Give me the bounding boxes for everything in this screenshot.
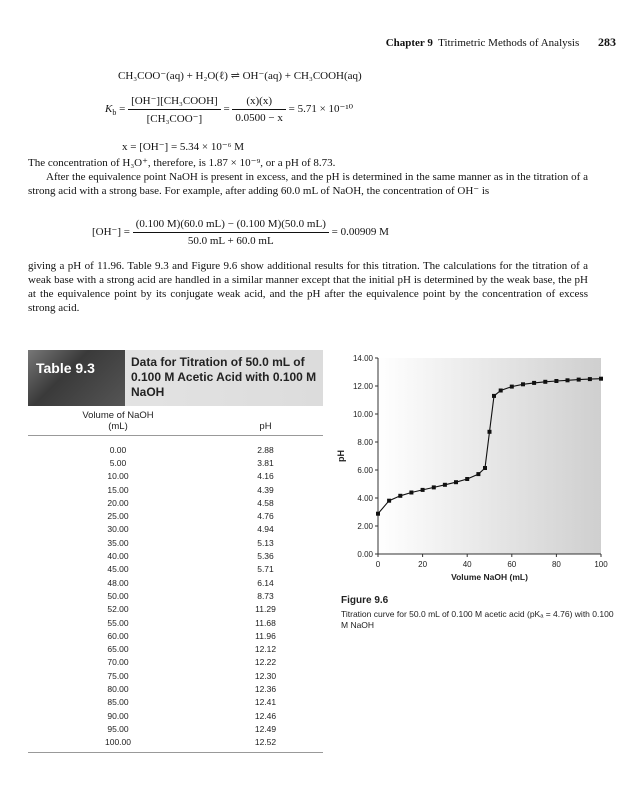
volume-cell: 48.00 bbox=[107, 577, 129, 588]
ph-cell: 8.73 bbox=[257, 590, 274, 601]
ph-cell: 4.39 bbox=[257, 484, 274, 495]
data-point bbox=[476, 472, 480, 476]
ph-cell: 5.36 bbox=[257, 551, 274, 562]
ph-cell: 2.88 bbox=[257, 444, 274, 455]
table-column-headers bbox=[28, 410, 323, 436]
volume-cell: 25.00 bbox=[107, 511, 129, 522]
volume-cell: 95.00 bbox=[107, 723, 129, 734]
volume-cell: 80.00 bbox=[107, 683, 129, 694]
volume-cell: 15.00 bbox=[107, 484, 129, 495]
kb-denominator-2: 0.0500 − x bbox=[235, 112, 283, 124]
y-tick-label: 2.00 bbox=[357, 522, 373, 531]
data-point bbox=[577, 378, 581, 382]
data-point bbox=[599, 377, 603, 381]
y-tick-label: 6.00 bbox=[357, 466, 373, 475]
data-point bbox=[499, 389, 503, 393]
table-row bbox=[28, 736, 323, 749]
x-tick-label: 0 bbox=[375, 560, 381, 569]
x-tick-label: 60 bbox=[507, 560, 517, 569]
data-point bbox=[483, 466, 487, 470]
table-tag: Table 9.3 bbox=[28, 350, 125, 406]
table-row bbox=[28, 509, 323, 522]
data-point bbox=[521, 382, 525, 386]
kb-equals-2: = bbox=[223, 103, 230, 116]
oh-numerator: (0.100 M)(60.0 mL) − (0.100 M)(50.0 mL) bbox=[133, 218, 329, 233]
table-bottom-rule bbox=[28, 752, 323, 753]
data-point bbox=[554, 379, 558, 383]
data-point bbox=[398, 494, 402, 498]
oh-denominator: 50.0 mL + 60.0 mL bbox=[187, 235, 274, 247]
ph-cell: 4.76 bbox=[257, 511, 274, 522]
volume-cell: 0.00 bbox=[109, 444, 127, 455]
volume-cell: 30.00 bbox=[107, 524, 129, 535]
table-row bbox=[28, 589, 323, 602]
data-point bbox=[443, 483, 447, 487]
ph-cell: 5.71 bbox=[257, 564, 274, 575]
table-title: Data for Titration of 50.0 mL of 0.100 M Acetic Acid with 0.100 M NaOH bbox=[131, 355, 317, 399]
ph-cell: 12.12 bbox=[254, 644, 277, 655]
y-tick-label: 4.00 bbox=[357, 494, 373, 503]
table-row bbox=[28, 470, 323, 483]
volume-cell: 10.00 bbox=[107, 471, 129, 482]
data-point bbox=[421, 488, 425, 492]
titration-chart bbox=[330, 350, 620, 590]
table-row bbox=[28, 696, 323, 709]
table-row bbox=[28, 603, 323, 616]
volume-cell: 40.00 bbox=[107, 551, 129, 562]
chapter-label: Chapter 9 bbox=[385, 37, 433, 49]
table-row bbox=[28, 443, 323, 456]
volume-cell: 85.00 bbox=[107, 697, 129, 708]
body-text-1 bbox=[28, 156, 588, 198]
running-header bbox=[386, 35, 616, 50]
ph-cell: 12.52 bbox=[254, 737, 277, 748]
volume-cell: 35.00 bbox=[107, 537, 129, 548]
ph-cell: 11.29 bbox=[255, 604, 276, 615]
ph-cell: 12.49 bbox=[254, 723, 277, 734]
table-row bbox=[28, 616, 323, 629]
kb-subscript: b bbox=[112, 108, 117, 118]
kb-denominator-1: [CH₃COO⁻] bbox=[146, 113, 203, 125]
data-point bbox=[588, 377, 592, 381]
kb-numerator-2: (x)(x) bbox=[232, 95, 285, 110]
ph-cell: 4.58 bbox=[257, 497, 274, 508]
data-point bbox=[543, 380, 547, 384]
volume-cell: 45.00 bbox=[107, 564, 129, 575]
figure-caption-block bbox=[341, 595, 616, 631]
data-point bbox=[510, 385, 514, 389]
table-row bbox=[28, 549, 323, 562]
paragraph-1: The concentration of H₃O⁺, therefore, is 1.87 × 10⁻⁹, or a pH of 8.73. bbox=[28, 157, 336, 169]
y-tick-label: 10.00 bbox=[352, 410, 373, 419]
table-row bbox=[28, 722, 323, 735]
ph-cell: 4.94 bbox=[257, 524, 274, 535]
x-axis-label: Volume NaOH (mL) bbox=[451, 572, 528, 582]
y-axis-label: pH bbox=[336, 450, 346, 462]
column-header-ph: pH bbox=[259, 421, 272, 432]
page-number: 283 bbox=[598, 35, 616, 49]
data-point bbox=[387, 499, 391, 503]
ph-cell: 11.68 bbox=[255, 617, 276, 628]
volume-cell: 70.00 bbox=[107, 657, 129, 668]
kb-numerator-1: [OH⁻][CH₃COOH] bbox=[128, 94, 221, 110]
kb-value: = 5.71 × 10⁻¹⁰ bbox=[288, 103, 354, 116]
data-point bbox=[488, 430, 492, 434]
y-tick-label: 0.00 bbox=[357, 550, 373, 559]
data-point bbox=[454, 480, 458, 484]
volume-cell: 90.00 bbox=[107, 710, 129, 721]
ph-cell: 3.81 bbox=[257, 457, 274, 468]
y-tick-label: 14.00 bbox=[352, 354, 373, 363]
ph-cell: 12.30 bbox=[254, 670, 277, 681]
ph-cell: 12.36 bbox=[254, 683, 277, 694]
ph-cell: 5.13 bbox=[257, 537, 274, 548]
ph-cell: 11.96 bbox=[255, 630, 276, 641]
table-row bbox=[28, 656, 323, 669]
ph-cell: 6.14 bbox=[257, 577, 274, 588]
volume-cell: 55.00 bbox=[107, 617, 129, 628]
x-tick-label: 80 bbox=[551, 560, 561, 569]
data-point bbox=[376, 512, 380, 516]
kb-fraction-2 bbox=[232, 95, 285, 124]
table-row bbox=[28, 576, 323, 589]
ph-cell: 12.46 bbox=[254, 710, 277, 721]
data-point bbox=[566, 378, 570, 382]
table-row bbox=[28, 523, 323, 536]
table-row bbox=[28, 709, 323, 722]
data-point bbox=[409, 491, 413, 495]
reaction-equation: CH₃COO⁻(aq) + H₂O(ℓ) ⇌ OH⁻(aq) + CH₃COOH(aq) bbox=[118, 70, 362, 82]
volume-cell: 65.00 bbox=[107, 644, 129, 655]
chapter-title: Titrimetric Methods of Analysis bbox=[438, 37, 580, 49]
paragraph-2: After the equivalence point NaOH is present in excess, and the pH is determined in the same manner as in the titration of a strong acid with a strong base. For example, after adding 60.0 mL of NaOH, the concentration of OH⁻ is bbox=[28, 171, 588, 197]
column-header-volume-line2: (mL) bbox=[108, 421, 128, 432]
table-row bbox=[28, 669, 323, 682]
kb-symbol: K bbox=[105, 103, 113, 116]
data-table bbox=[28, 350, 323, 753]
table-header bbox=[28, 350, 323, 406]
oh-lhs: [OH⁻] = bbox=[92, 226, 130, 239]
volume-cell: 52.00 bbox=[107, 604, 129, 615]
table-row bbox=[28, 456, 323, 469]
data-point bbox=[532, 381, 536, 385]
data-point bbox=[465, 477, 469, 481]
figure-caption: Titration curve for 50.0 mL of 0.100 M acetic acid (pKₐ = 4.76) with 0.100 M NaOH bbox=[341, 609, 614, 630]
body-text-2 bbox=[28, 259, 588, 315]
table-row bbox=[28, 629, 323, 642]
volume-cell: 50.00 bbox=[107, 590, 129, 601]
x-tick-label: 40 bbox=[462, 560, 472, 569]
y-tick-label: 8.00 bbox=[357, 438, 373, 447]
volume-cell: 60.00 bbox=[107, 630, 129, 641]
volume-cell: 75.00 bbox=[107, 670, 129, 681]
kb-equals: = bbox=[119, 103, 126, 116]
volume-cell: 5.00 bbox=[109, 457, 127, 468]
volume-cell: 100.00 bbox=[105, 737, 131, 748]
plot-background bbox=[378, 358, 601, 554]
kb-equation bbox=[105, 94, 353, 125]
table-row bbox=[28, 536, 323, 549]
data-point bbox=[492, 394, 496, 398]
figure-label: Figure 9.6 bbox=[341, 595, 389, 606]
y-tick-label: 12.00 bbox=[352, 382, 373, 391]
table-row bbox=[28, 563, 323, 576]
table-row bbox=[28, 642, 323, 655]
table-row bbox=[28, 682, 323, 695]
oh-equation bbox=[92, 218, 389, 247]
oh-value: = 0.00909 M bbox=[331, 226, 389, 239]
ph-cell: 12.22 bbox=[254, 657, 277, 668]
kb-fraction-1 bbox=[128, 94, 221, 125]
data-point bbox=[432, 485, 436, 489]
column-header-volume-line1: Volume of NaOH bbox=[82, 410, 154, 421]
x-tick-label: 100 bbox=[594, 560, 608, 569]
x-solution: x = [OH⁻] = 5.34 × 10⁻⁶ M bbox=[122, 141, 245, 153]
column-header-volume bbox=[28, 410, 208, 432]
table-row bbox=[28, 496, 323, 509]
ph-cell: 4.16 bbox=[257, 471, 274, 482]
table-body bbox=[28, 443, 323, 749]
paragraph-3: giving a pH of 11.96. Table 9.3 and Figure 9.6 show additional results for this titration. The calculations for the titration of a weak base with a strong acid are handled in a similar manner except that the initial pH is determined by the weak base, the pH at the equivalence point by its conjugate weak acid, and the pH after the equivalence point by the concentration of excess strong acid. bbox=[28, 260, 588, 314]
table-row bbox=[28, 483, 323, 496]
x-tick-label: 20 bbox=[418, 560, 428, 569]
ph-cell: 12.41 bbox=[254, 697, 277, 708]
volume-cell: 20.00 bbox=[107, 497, 129, 508]
oh-fraction bbox=[133, 218, 329, 247]
